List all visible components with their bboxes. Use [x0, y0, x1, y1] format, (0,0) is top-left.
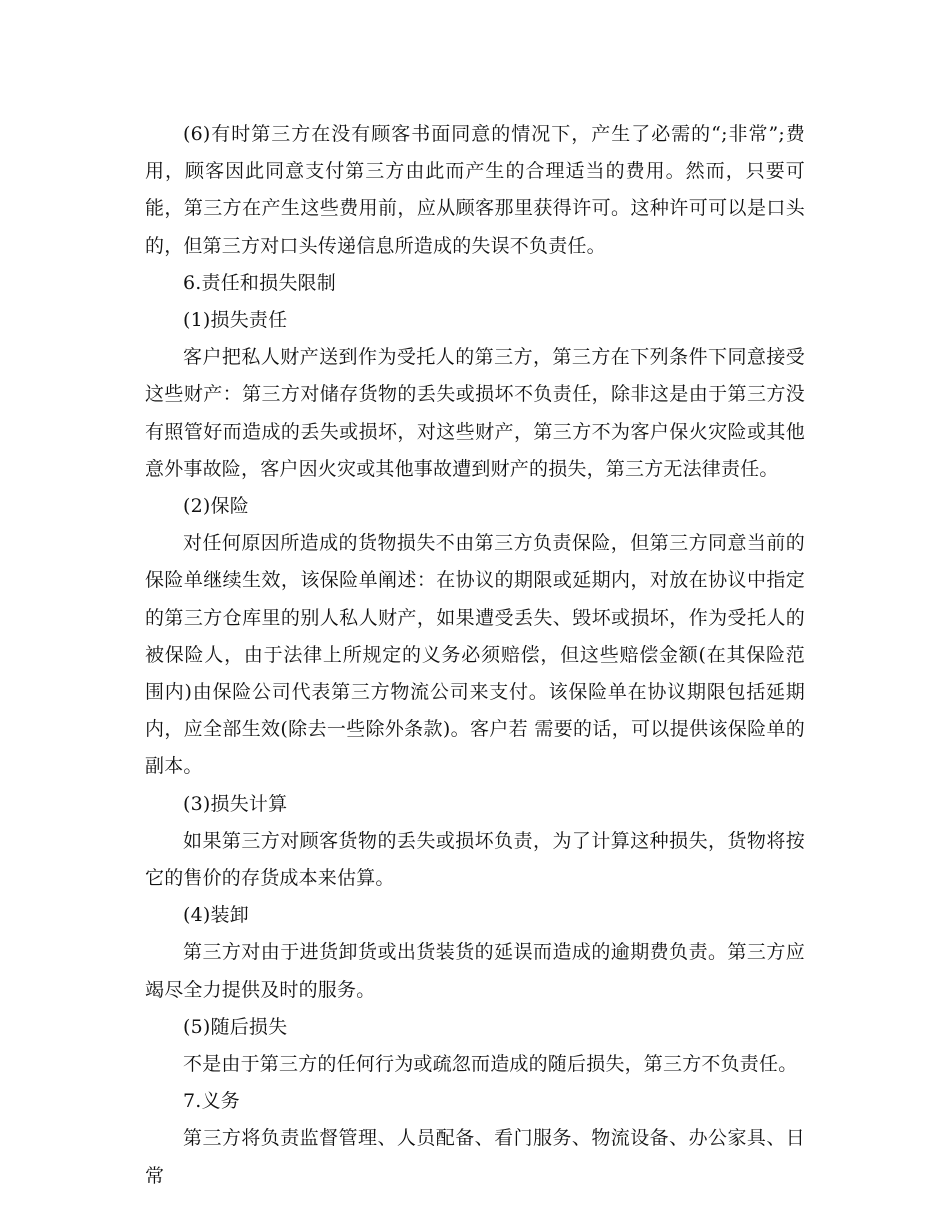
subheading-insurance: (2)保险 — [183, 495, 249, 518]
subheading-consequential-loss: (5)随后损失 — [183, 1015, 288, 1038]
section-heading-obligations: 7.义务 — [183, 1090, 240, 1113]
paragraph-expenses-clause: (6)有时第三方在没有顾客书面同意的情况下，产生了必需的“;非常”;费用，顾客因此同意支付第三方由此而产生的合理适当的费用。然而，只要可能，第三方在产生这些费用前，应从顾客那里获得许可。这种许可可以是口头的，但第三方对口头传递信息所造成的失误不负责任。 — [145, 123, 805, 257]
document-body — [145, 116, 805, 1195]
paragraph-loss-calculation: 如果第三方对顾客货物的丢失或损坏负责，为了计算这种损失，货物将按它的售价的存货成本来估算。 — [145, 829, 805, 890]
paragraph-loading: 第三方对由于进货卸货或出货装货的延误而造成的逾期费负责。第三方应竭尽全力提供及时的服务。 — [145, 941, 805, 1001]
paragraph-obligations: 第三方将负责监督管理、人员配备、看门服务、物流设备、办公家具、日常 — [145, 1127, 805, 1187]
subheading-loading: (4)装卸 — [183, 904, 249, 927]
subheading-loss-calculation: (3)损失计算 — [183, 792, 288, 815]
section-heading-liability: 6.责任和损失限制 — [183, 271, 336, 294]
subheading-loss-liability: (1)损失责任 — [183, 309, 288, 332]
paragraph-loss-liability: 客户把私人财产送到作为受托人的第三方，第三方在下列条件下同意接受这些财产：第三方对储存货物的丢失或损坏不负责任，除非这是由于第三方没有照管好而造成的丢失或损坏，对这些财产，第三方不为客户保火灾险或其他意外事故险，客户因火灾或其他事故遭到财产的损失，第三方无法律责任。 — [145, 346, 805, 480]
paragraph-consequential-loss: 不是由于第三方的任何行为或疏忽而造成的随后损失，第三方不负责任。 — [183, 1053, 798, 1076]
paragraph-insurance: 对任何原因所造成的货物损失不由第三方负责保险，但第三方同意当前的保险单继续生效，该保险单阐述：在协议的期限或延期内，对放在协议中指定的第三方仓库里的别人私人财产，如果遭受丢失、毁坏或损坏，作为受托人的被保险人，由于法律上所规定的义务必须赔偿，但这些赔偿金额(在其保险范围内)由保险公司代表第三方物流公司来支付。该保险单在协议期限包括延期内，应全部生效(除去一些除外条款)。客户若 需要的话，可以提供该保险单的副本。 — [145, 532, 805, 778]
